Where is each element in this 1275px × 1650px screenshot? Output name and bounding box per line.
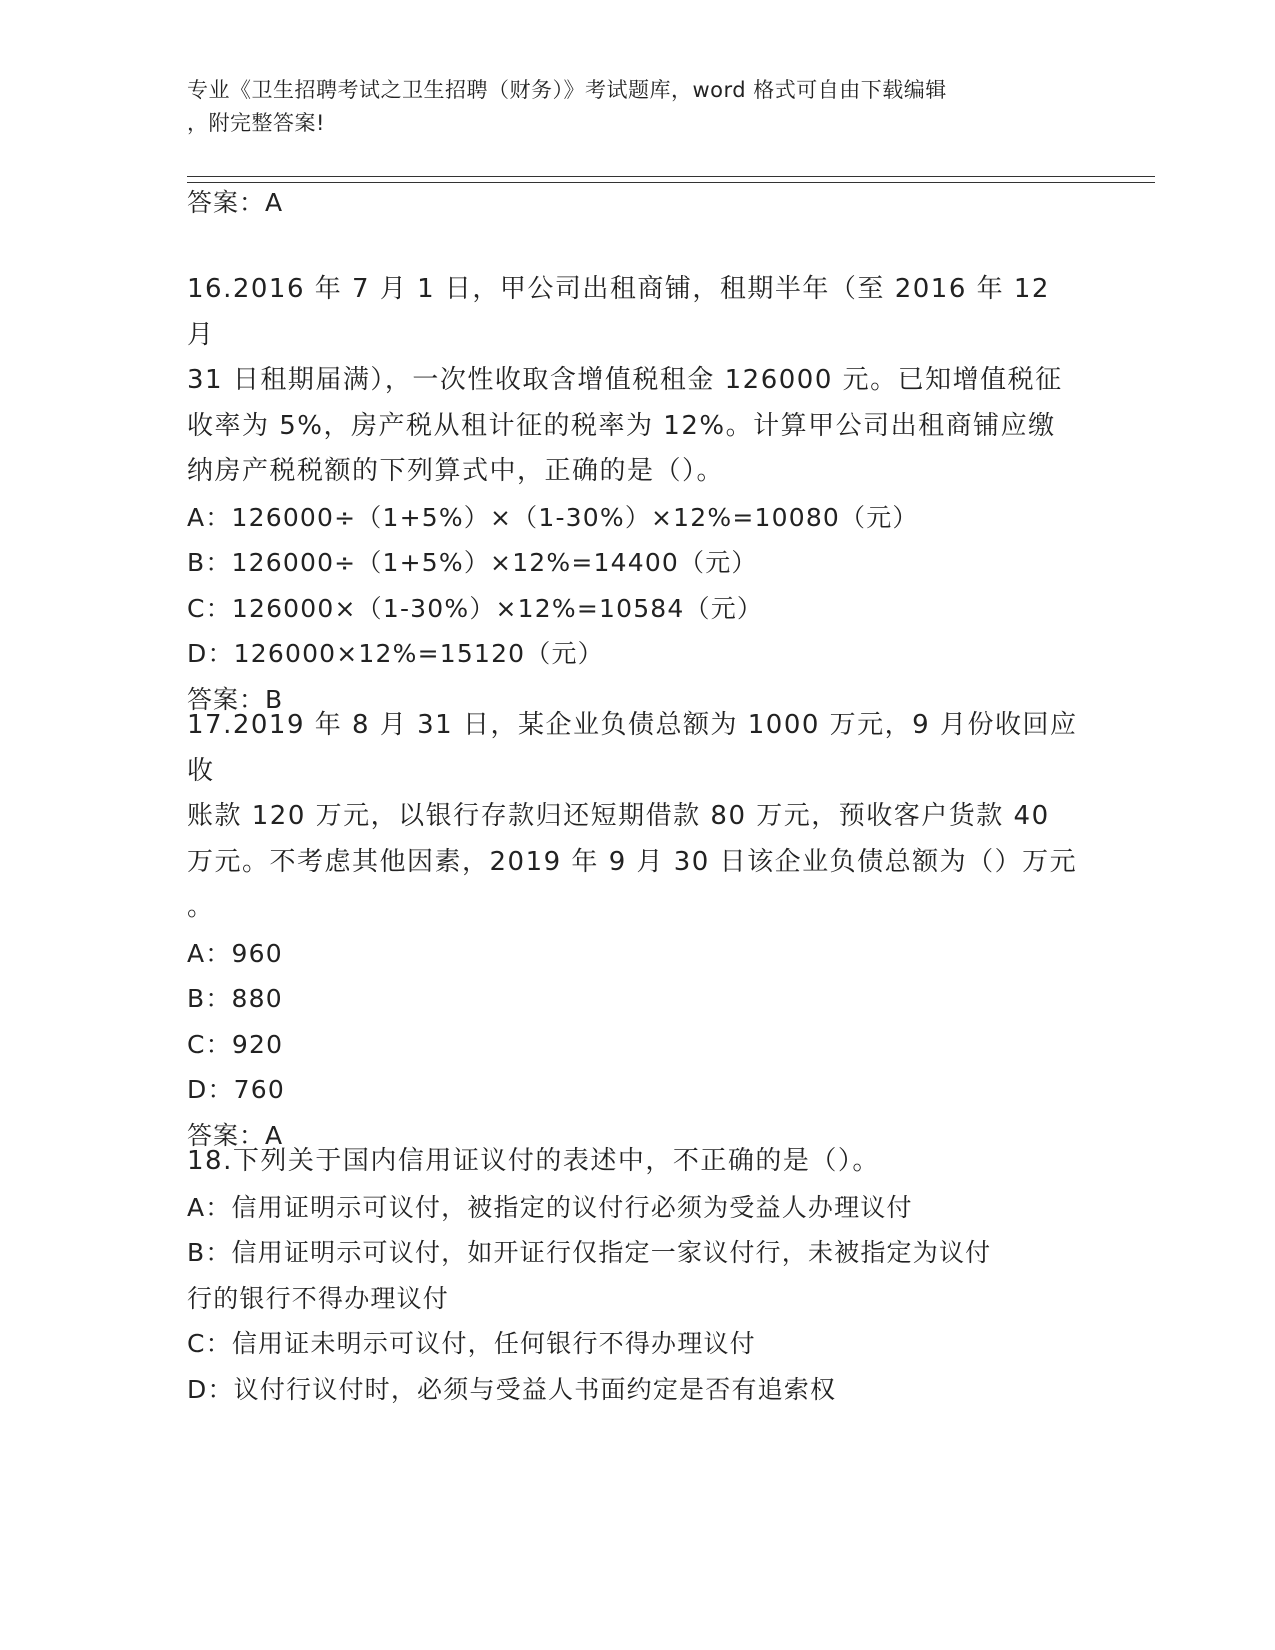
question-line: 17.2019 年 8 月 31 日，某企业负债总额为 1000 万元，9 月份收回应收 [187, 710, 1078, 786]
header-divider-top [187, 176, 1155, 177]
question-17 [187, 703, 1087, 1158]
question-line: 18.下列关于国内信用证议付的表述中，不正确的是（）。 [187, 1146, 880, 1176]
header-line-1: 专业《卫生招聘考试之卫生招聘（财务）》考试题库，word 格式可自由下载编辑 [187, 78, 947, 102]
question-18-stem [187, 1139, 1087, 1185]
question-line: 16.2016 年 7 月 1 日，甲公司出租商铺，租期半年（至 2016 年 12 月 [187, 274, 1050, 350]
question-line: 账款 120 万元，以银行存款归还短期借款 80 万元，预收客户货款 40 [187, 801, 1050, 831]
question-16-answer: 答案：B [187, 684, 284, 714]
document-header [187, 74, 1067, 140]
option-b: B：880 [187, 984, 283, 1013]
question-18-options [187, 1185, 1087, 1413]
question-18 [187, 1139, 1087, 1412]
question-17-options [187, 931, 1087, 1113]
question-17-answer: 答案：A [187, 1120, 284, 1150]
option-d: D：议付行议付时，必须与受益人书面约定是否有追索权 [187, 1374, 837, 1404]
option-d: D：760 [187, 1075, 285, 1104]
question-16-options [187, 495, 1087, 677]
option-b-continued: 行的银行不得办理议付 [187, 1283, 450, 1313]
question-17-stem [187, 703, 1087, 931]
question-line: 纳房产税税额的下列算式中，正确的是（）。 [187, 456, 725, 486]
option-c: C：126000×（1-30%）×12%=10584（元） [187, 593, 764, 623]
question-16-stem [187, 267, 1087, 495]
header-line-2: ，附完整答案! [187, 111, 325, 135]
question-line: 万元。不考虑其他因素，2019 年 9 月 30 日该企业负债总额为（）万元 [187, 846, 1078, 877]
option-b: B：信用证明示可议付，如开证行仅指定一家议付行，未被指定为议付 [187, 1238, 992, 1267]
question-line: 。 [187, 892, 215, 922]
option-c: C：920 [187, 1029, 284, 1059]
option-a: A：信用证明示可议付，被指定的议付行必须为受益人办理议付 [187, 1192, 913, 1222]
previous-answer: 答案：A [187, 188, 284, 217]
option-a: A：960 [187, 938, 283, 968]
question-line: 收率为 5%，房产税从租计征的税率为 12%。计算甲公司出租商铺应缴 [187, 410, 1056, 441]
option-b: B：126000÷（1+5%）×12%=14400（元） [187, 548, 758, 577]
option-c: C：信用证未明示可议付，任何银行不得办理议付 [187, 1329, 756, 1358]
question-line: 31 日租期届满），一次性收取含增值税租金 126000 元。已知增值税征 [187, 365, 1063, 395]
question-16 [187, 267, 1087, 722]
option-a: A：126000÷（1+5%）×（1-30%）×12%=10080（元） [187, 502, 919, 532]
option-d: D：126000×12%=15120（元） [187, 639, 604, 668]
